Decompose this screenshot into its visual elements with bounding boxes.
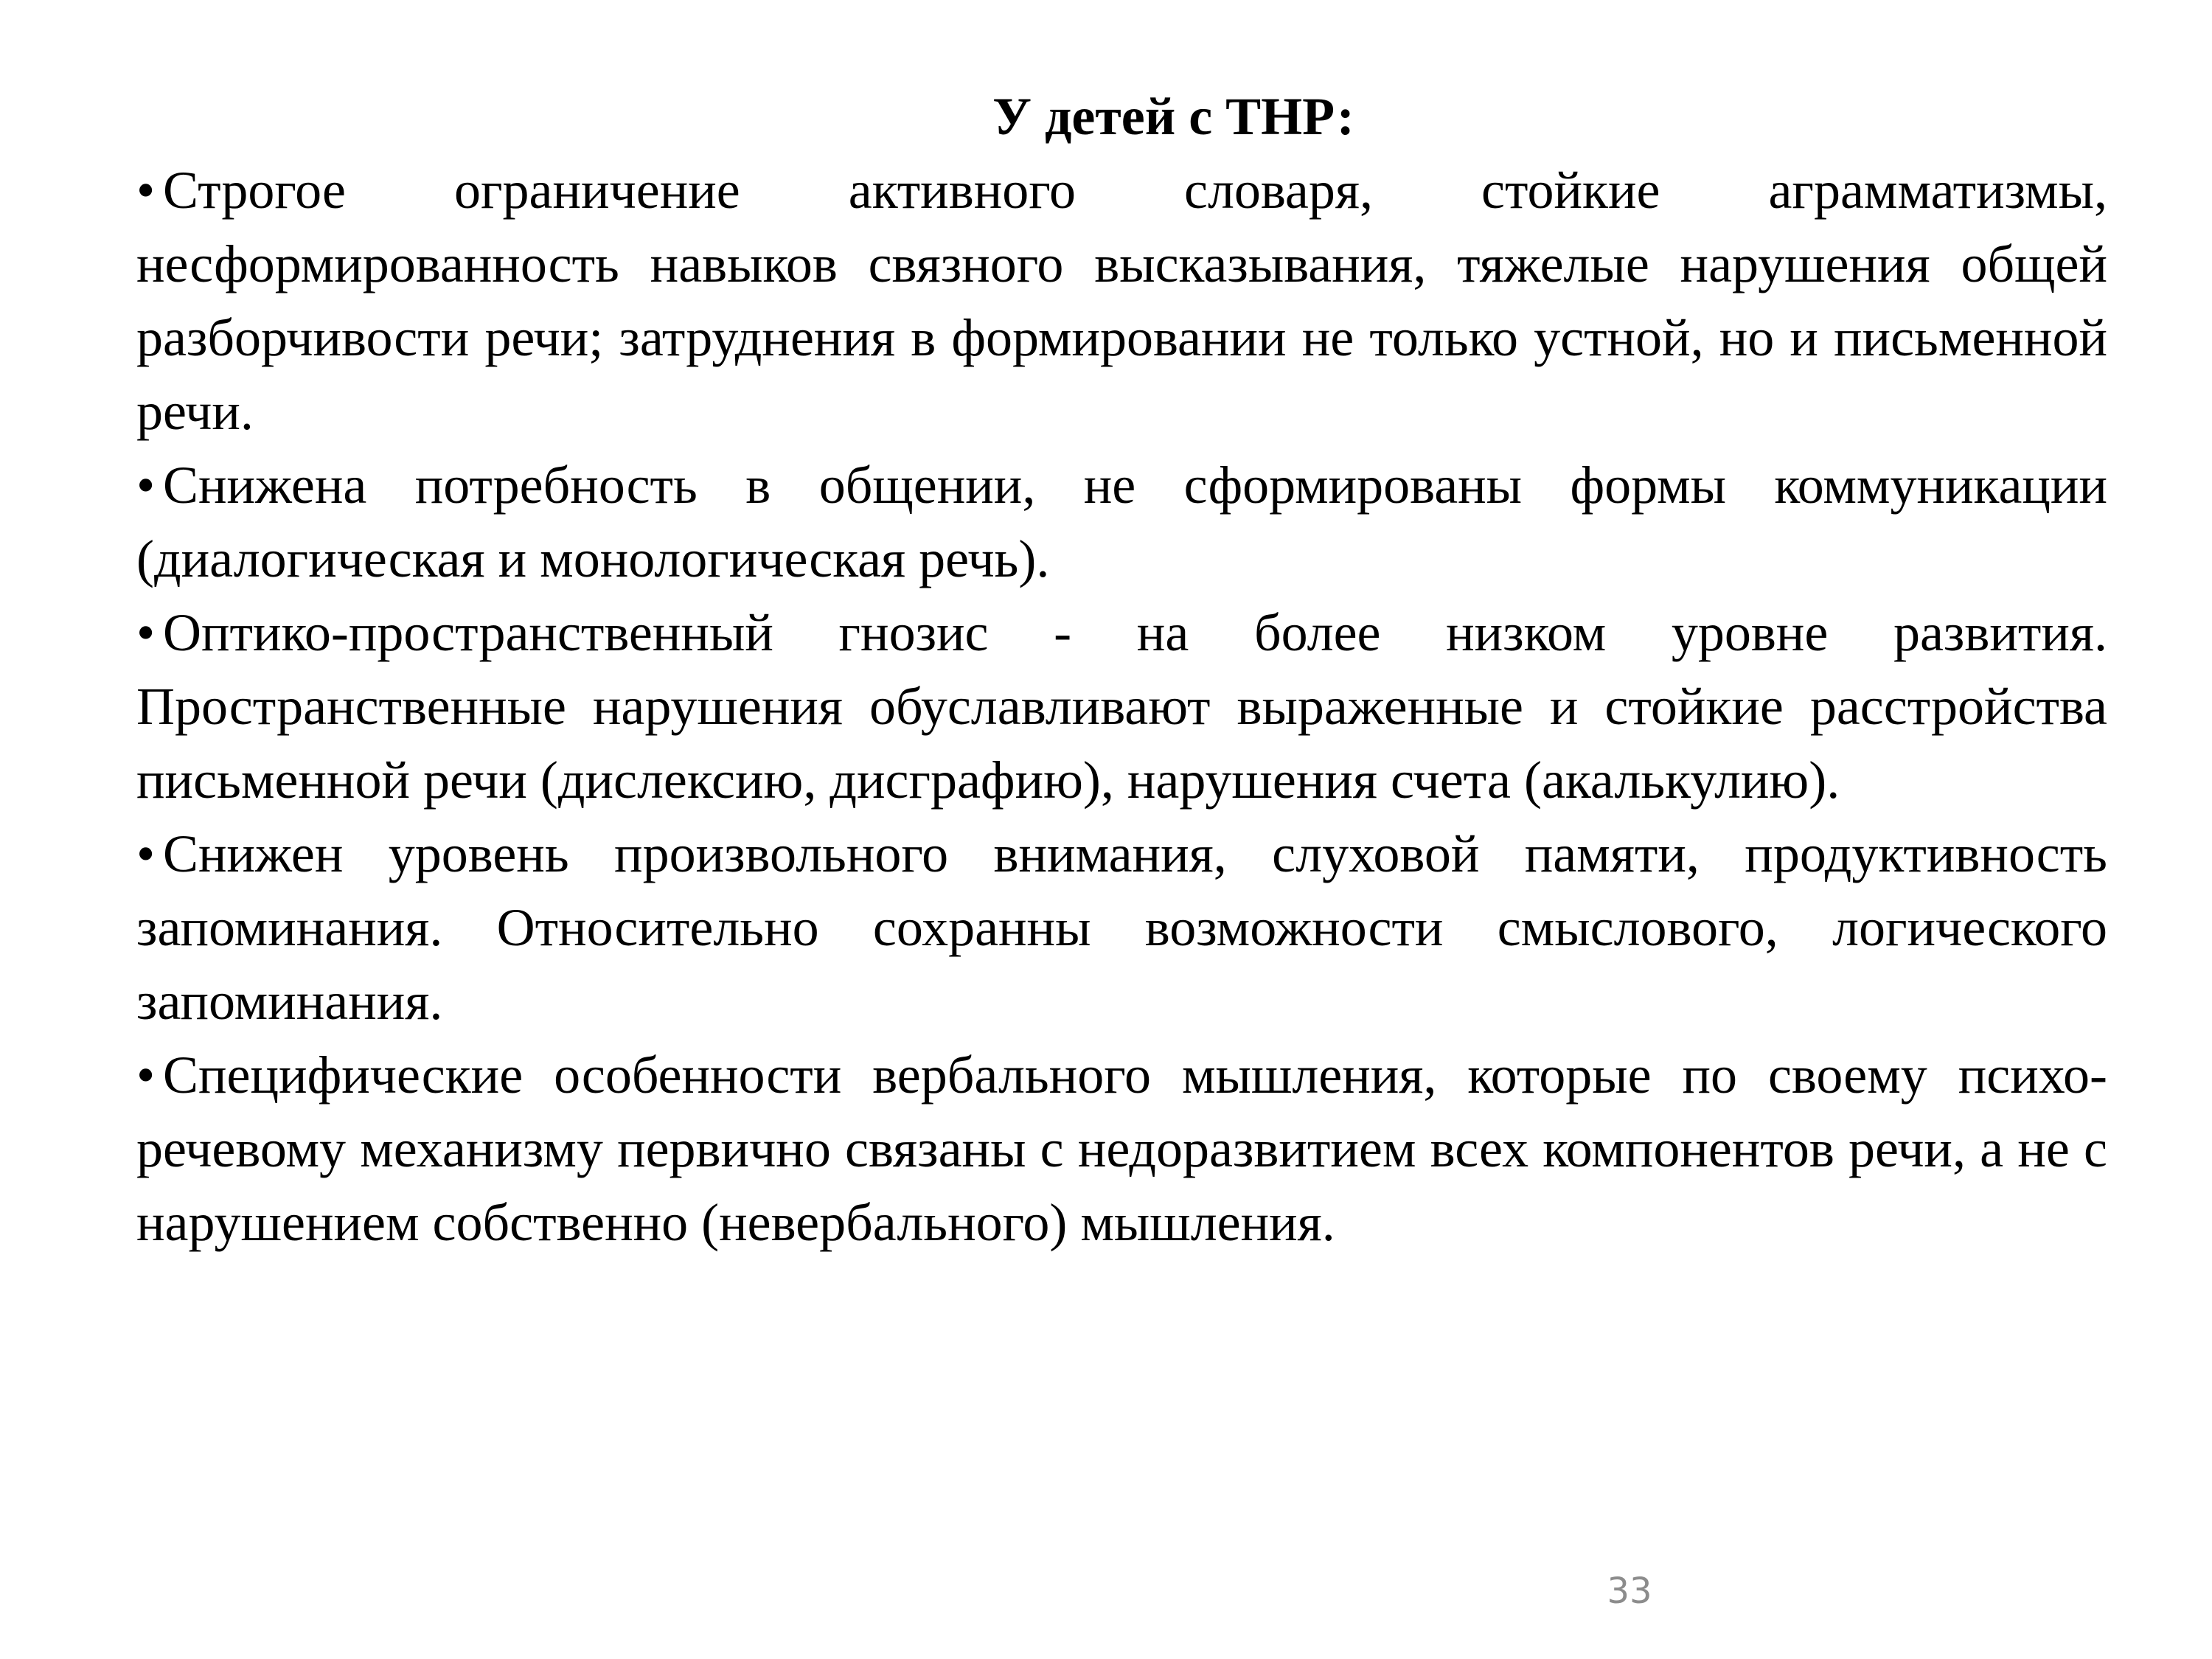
bullet-item-3	[136, 596, 2107, 817]
bullet-text: Снижен уровень произвольного внимания, слуховой памяти, продуктивность запоминания. Относительно сохранны возможности смыслового, логического запоминания.	[136, 824, 2107, 1031]
bullet-item-1	[136, 153, 2107, 448]
bullet-text: Оптико-пространственный гнозис - на более низком уровне развития. Пространственные нарушения обуславливают выраженные и стойкие расстройства письменной речи (дислексию, дисграфию), нарушения счета (акалькулию).	[136, 603, 2107, 810]
page-number: 33	[1607, 1571, 1652, 1612]
bullet-text: Специфические особенности вербального мышления, которые по своему психо-речевому механизму первично связаны с недоразвитием всех компонентов речи, а не с нарушением собственно (невербального) мышления.	[136, 1046, 2107, 1252]
bullet-text: Снижена потребность в общении, не сформированы формы коммуникации (диалогическая и монологическая речь).	[136, 456, 2107, 588]
bullet-marker: •	[136, 456, 156, 515]
bullet-marker: •	[136, 161, 156, 220]
bullet-item-4	[136, 817, 2107, 1038]
bullet-marker: •	[136, 603, 156, 662]
bullet-item-2	[136, 448, 2107, 596]
slide-title: У детей с ТНР:	[992, 87, 1354, 146]
bullet-item-5	[136, 1038, 2107, 1259]
bullet-marker: •	[136, 1046, 156, 1105]
slide-content	[136, 80, 2107, 1259]
bullet-marker: •	[136, 824, 156, 883]
bullet-text: Строгое ограничение активного словаря, стойкие аграмматизмы, несформированность навыков связного высказывания, тяжелые нарушения общей разборчивости речи; затруднения в формировании не только устной, но и письменной речи.	[136, 161, 2107, 441]
